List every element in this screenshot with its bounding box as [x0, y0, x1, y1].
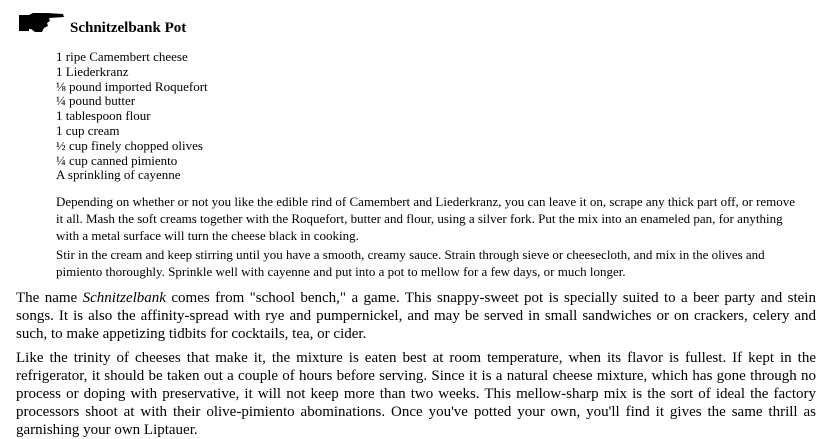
commentary-text: comes from "school bench," a game. This snappy-sweet pot is specially suited to a beer party and stein songs. It is also the affinity-spread with rye and pumpernickel, and may be served in small sandwiches or on crackers, celery and such, to make appetizing tidbits for cocktails, tea, or cider. — [16, 290, 816, 342]
pointing-hand-icon — [17, 12, 65, 34]
ingredient-item: 1 tablespoon flour — [56, 108, 151, 124]
commentary-paragraph — [16, 289, 816, 343]
commentary-text: The name — [16, 290, 83, 306]
ingredient-item: A sprinkling of cayenne — [56, 167, 181, 183]
recipe-title: Schnitzelbank Pot — [70, 20, 187, 36]
ingredient-item: 1 cup cream — [56, 122, 120, 138]
direction-paragraph: Depending on whether or not you like the edible rind of Camembert and Liederkranz, you can leave it on, scrape any thick part off, or remove it all. Mash the soft creams together with the Roquefort, butter and flour, using a silver fork. Put the mix into an enameled pan, for anything with a metal surface will turn the cheese black in cooking. — [56, 194, 796, 243]
ingredient-item: 1 ripe Camembert cheese — [56, 49, 188, 64]
direction-paragraph: Stir in the cream and keep stirring until you have a smooth, creamy sauce. Strain through sieve or cheesecloth, and mix in the olives and pimiento thoroughly. Sprinkle well with cayenne and put into a pot to mellow for a few days, or much longer. — [56, 247, 765, 279]
commentary-paragraph: Like the trinity of cheeses that make it, the mixture is eaten best at room temperature, when its flavor is fullest. If kept in the refrigerator, it should be taken out a couple of hours before serving. Since it is a natural cheese mixture, which has gone through no process or doping with preservative, it will not keep more than two weeks. This mellow-sharp mix is the sort of ideal the factory processors shoot at with their olive-pimiento abominations. Once you've potted your own, you'll find it gives the same thrill as garnishing your own Liptauer. — [16, 350, 816, 438]
commentary-emphasis: Schnitzelbank — [82, 290, 166, 306]
ingredient-item: ¼ pound butter — [56, 93, 136, 109]
ingredient-item: 1 Liederkranz — [56, 63, 129, 79]
ingredient-list — [56, 50, 208, 183]
ingredient-item: ⅛ pound imported Roquefort — [56, 78, 208, 94]
ingredient-item: ¼ cup canned pimiento — [56, 152, 178, 168]
ingredient-item: ½ cup finely chopped olives — [56, 137, 203, 153]
